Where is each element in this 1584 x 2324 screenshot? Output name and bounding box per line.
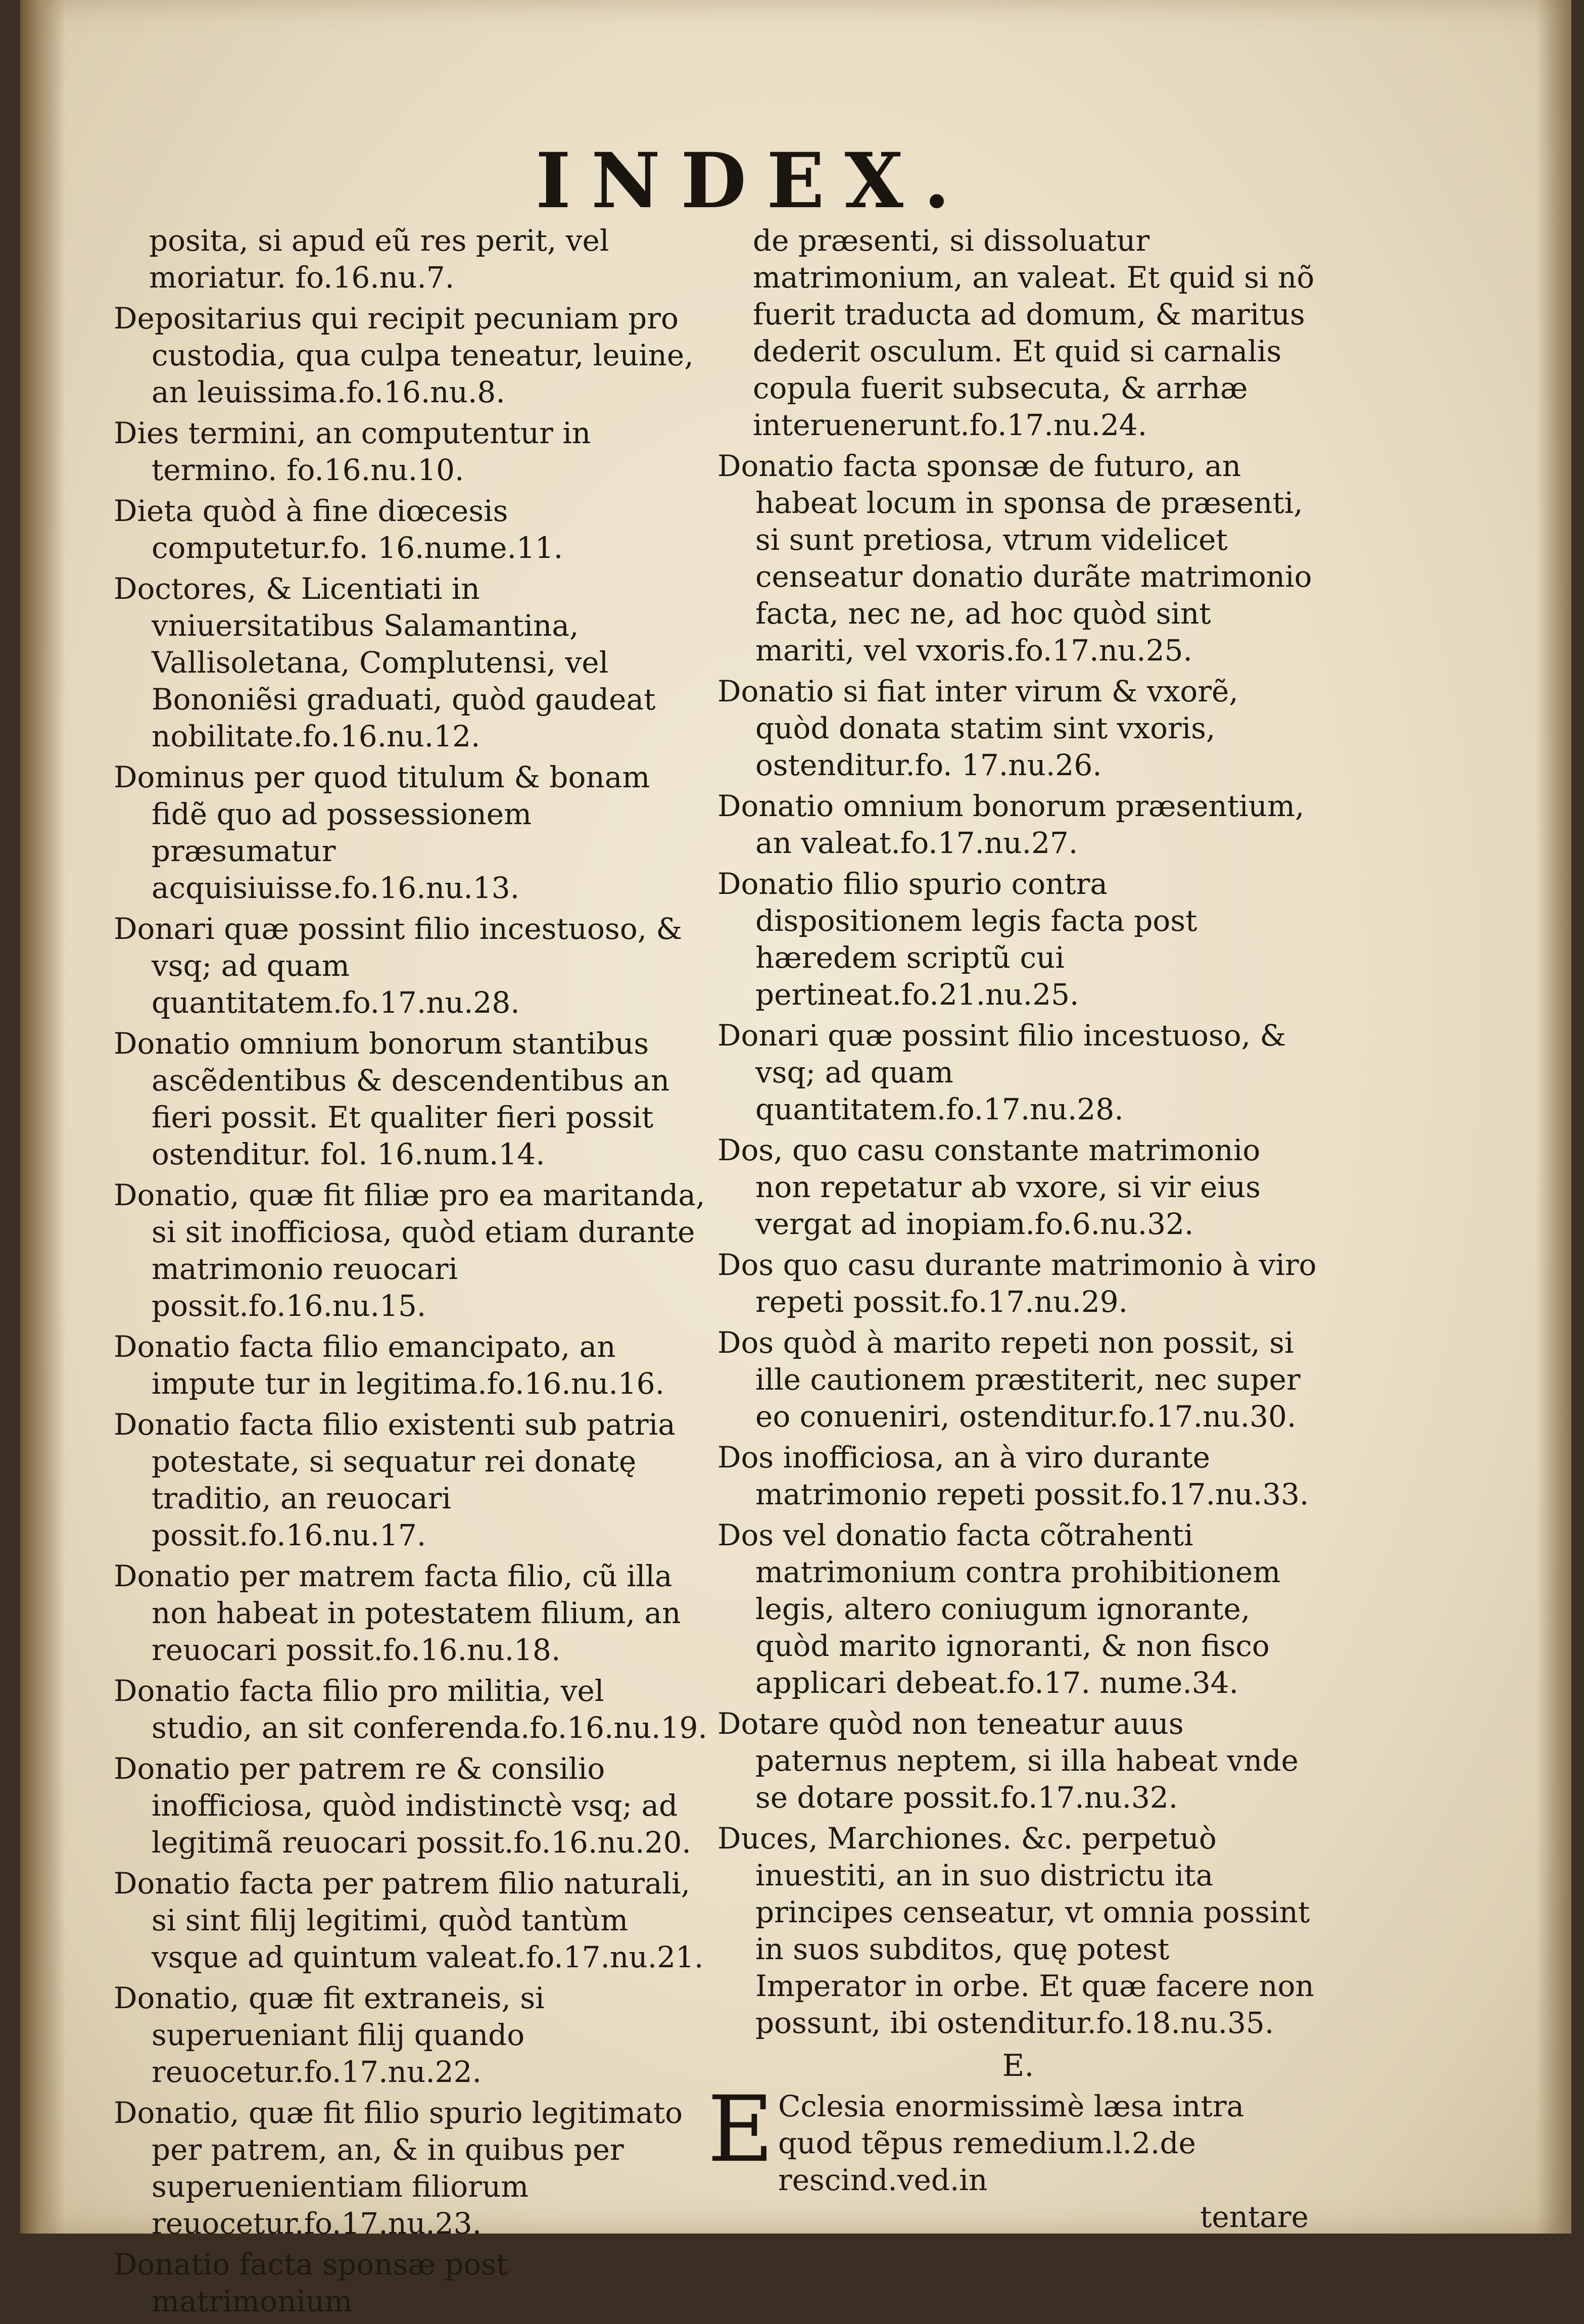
initial-entry-text: Cclesia enormissimè læsa intra quod tẽpus remedium.l.2.de rescind.ved.in	[778, 2089, 1244, 2197]
index-entry: Donatio omnium bonorum stantibus ascẽdentibus & descendentibus an fieri possit. Et qualiter fieri possit ostenditur. fol. 16.num.14.	[114, 1026, 670, 1171]
index-entry: Duces, Marchiones. &c. perpetuò inuestiti, an in suo districtu ita principes censeatur, vt omnia possint in suos subditos, quę potest Imperator in orbe. Et quæ facere non possunt, ibi ostenditur.fo.18.nu.35.	[717, 1821, 1314, 2040]
index-entry: Donatio facta sponsæ post matrimonium	[114, 2247, 508, 2318]
index-entry: Donatio si fiat inter virum & vxorẽ, quòd donata statim sint vxoris, ostenditur.fo. 17.nu.26.	[717, 674, 1238, 782]
initial-entry	[707, 2077, 1319, 2199]
index-entry: Dos vel donatio facta cõtrahenti matrimonium contra prohibitionem legis, altero coniugum ignorante, quòd marito ignoranti, & non fisco applicari debeat.fo.17. nume.34.	[717, 1518, 1281, 1700]
index-entry: Dos quo casu durante matrimonio à viro repeti possit.fo.17.nu.29.	[717, 1248, 1317, 1319]
index-entry: Donari quæ possint filio incestuoso, & vsq; ad quam quantitatem.fo.17.nu.28.	[114, 912, 683, 1020]
drop-cap: E	[707, 2077, 774, 2183]
page-outer-edge	[1536, 0, 1571, 2234]
index-entry: Donatio facta sponsæ de futuro, an habeat locum in sponsa de præsenti, si sunt pretiosa, vtrum videlicet censeatur donatio durãte matrimonio facta, nec ne, ad hoc quòd sint mariti, vel vxoris.fo.17.nu.25.	[717, 449, 1312, 668]
index-entry: Donatio filio spurio contra dispositionem legis facta post hæredem scriptũ cui pertineat.fo.21.nu.25.	[717, 867, 1197, 1012]
index-entry: Donatio facta filio emancipato, an impute tur in legitima.fo.16.nu.16.	[114, 1330, 665, 1401]
index-entry: Dos inofficiosa, an à viro durante matrimonio repeti possit.fo.17.nu.33.	[717, 1440, 1309, 1511]
index-entry: Donatio, quæ fit filiæ pro ea maritanda, si sit inofficiosa, quòd etiam durante matrimonio reuocari possit.fo.16.nu.15.	[114, 1178, 705, 1323]
page-binding-edge	[20, 0, 66, 2234]
index-entry: Dos, quo casu constante matrimonio non repetatur ab vxore, si vir eius vergat ad inopiam.fo.6.nu.32.	[717, 1133, 1261, 1241]
right-column	[707, 222, 1319, 2240]
index-entry: Donatio omnium bonorum præsentium, an valeat.fo.17.nu.27.	[717, 789, 1305, 860]
book-page	[20, 0, 1571, 2318]
index-entry: Donatio, quæ fit filio spurio legitimato per patrem, an, & in quibus per superuenientiam filiorum reuocetur.fo.17.nu.23.	[114, 2096, 683, 2241]
index-entry: Donari quæ possint filio incestuoso, & vsq; ad quam quantitatem.fo.17.nu.28.	[717, 1018, 1286, 1126]
section-letter: E.	[1002, 2048, 1034, 2083]
index-entry: Dieta quòd à fine diœcesis computetur.fo. 16.nume.11.	[114, 494, 563, 565]
index-entry: Donatio facta per patrem filio naturali, si sint filij legitimi, quòd tantùm vsque ad quintum valeat.fo.17.nu.21.	[114, 1866, 704, 1974]
index-entry: Doctores, & Licentiati in vniuersitatibus Salamantina, Vallisoletana, Complutensi, vel Bononiẽsi graduati, quòd gaudeat nobilitate.fo.16.nu.12.	[114, 572, 656, 753]
index-entry: Donatio facta filio existenti sub patria potestate, si sequatur rei donatę traditio, an reuocari possit.fo.16.nu.17.	[114, 1407, 676, 1552]
index-entry: Donatio facta filio pro militia, vel studio, an sit conferenda.fo.16.nu.19.	[114, 1674, 707, 1745]
index-entry: posita, si apud eũ res perit, vel moriatur. fo.16.nu.7.	[149, 223, 609, 295]
index-entry: de præsenti, si dissoluatur matrimonium, an valeat. Et quid si nõ fuerit traducta ad domum, & maritus dederit osculum. Et quid si carnalis copula fuerit subsecuta, & arrhæ interuenerunt.fo.17.nu.24.	[753, 223, 1315, 442]
index-entry: Dies termini, an computentur in termino. fo.16.nu.10.	[114, 416, 591, 487]
index-entry: Donatio per matrem facta filio, cũ illa non habeat in potestatem filium, an reuocari possit.fo.16.nu.18.	[114, 1559, 681, 1667]
index-entry: Dominus per quod titulum & bonam fidẽ quo ad possessionem præsumatur acquisiuisse.fo.16.nu.13.	[114, 760, 650, 905]
index-entry: Depositarius qui recipit pecuniam pro custodia, qua culpa teneatur, leuine, an leuissima.fo.16.nu.8.	[114, 301, 694, 409]
index-entry: Donatio, quæ fit extraneis, si superueniant filij quando reuocetur.fo.17.nu.22.	[114, 1981, 545, 2089]
index-entry: Donatio per patrem re & consilio inofficiosa, quòd indistinctè vsq; ad legitimã reuocari possit.fo.16.nu.20.	[114, 1751, 691, 1860]
index-entry: Dotare quòd non teneatur auus paternus neptem, si illa habeat vnde se dotare possit.fo.17.nu.32.	[717, 1706, 1299, 1815]
left-column	[114, 222, 710, 2324]
page-title: INDEX.	[535, 136, 971, 225]
index-entry: Dos quòd à marito repeti non possit, si ille cautionem præstiterit, nec super eo conueniri, ostenditur.fo.17.nu.30.	[717, 1325, 1301, 1434]
catchword: tentare	[1200, 2200, 1309, 2234]
